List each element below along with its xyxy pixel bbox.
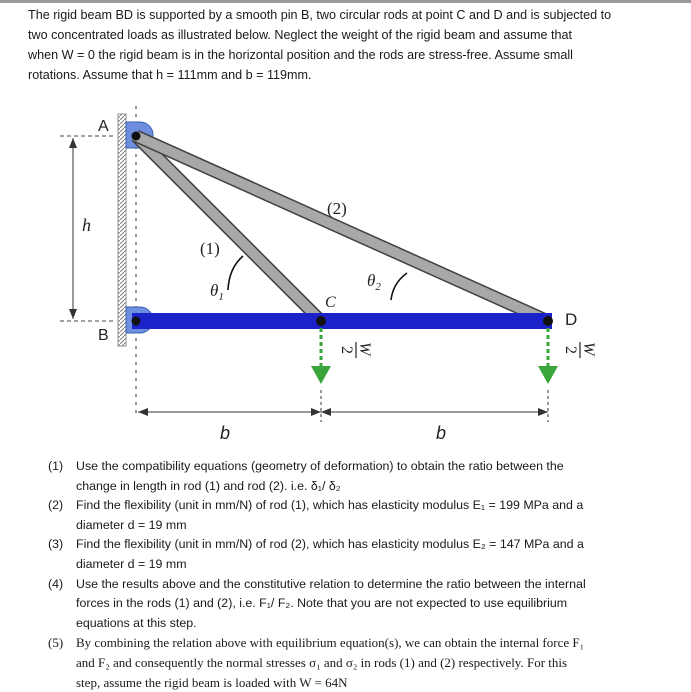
load-label-d: [562, 342, 597, 358]
pin-d: [543, 316, 553, 326]
wall: [118, 114, 126, 346]
svg-text:2: 2: [338, 346, 355, 354]
question-2: (2) Find the flexibility (unit in mm/N) of rod (1), which has elasticity modulus E₁ = 199 MPa and a diameter d = 19 mm: [48, 498, 584, 532]
question-list: [48, 457, 688, 692]
intro-line-3: when W = 0 the rigid beam is in the horizontal position and the rods are stress-free. Assume small: [28, 48, 573, 62]
question-4: (4) Use the results above and the constitutive relation to determine the ratio between the internal forces in the rods (1) and (2), i.e. F₁/ F₂. Note that you are not expected to use equilibrium equations at this step.: [48, 576, 586, 630]
intro-line-4: rotations. Assume that h = 111mm and b = 119mm.: [28, 68, 312, 82]
theta1-arc: [228, 256, 243, 290]
rod-1-label: (1): [200, 239, 220, 258]
pin-c: [316, 316, 326, 326]
span-arrow-mid-left: [311, 408, 321, 416]
height-label: h: [82, 215, 91, 235]
question-3: (3) Find the flexibility (unit in mm/N) of rod (2), which has elasticity modulus E₂ = 147 MPa and a diameter d = 19 mm: [48, 537, 584, 571]
span-label-1: b: [220, 423, 231, 443]
question-5: (5) By combining the relation above with equilibrium equation(s), we can obtain the internal force F₁ and F₂ and consequently the normal stresses σ₁ and σ₂ in rods (1) and (2) respectively. For this step, assume the rigid beam is loaded with W = 64N: [48, 635, 585, 690]
theta2-label: $\theta_2$: [367, 271, 381, 293]
intro-line-1: The rigid beam BD is supported by a smooth pin B, two circular rods at point C and D and is subjected to: [28, 8, 612, 22]
top-border: [0, 0, 691, 3]
rod-1: [136, 136, 321, 321]
label-d: D: [565, 310, 578, 329]
height-arrow-top: [69, 138, 77, 148]
span-arrow-right: [538, 408, 548, 416]
rod-2-label: (2): [327, 199, 347, 218]
rigid-beam: [132, 313, 552, 329]
pin-a: [132, 132, 141, 141]
span-arrow-left: [138, 408, 148, 416]
svg-text:W: W: [580, 342, 597, 356]
label-b: B: [98, 327, 109, 344]
pin-b: [132, 317, 141, 326]
beam-diagram: [40, 100, 660, 450]
problem-statement: [28, 5, 668, 85]
svg-text:W: W: [356, 342, 373, 356]
span-label-2: b: [436, 423, 447, 443]
load-label-c: [338, 342, 373, 358]
load-arrow-c: [311, 328, 331, 384]
intro-line-2: two concentrated loads as illustrated below. Neglect the weight of the rigid beam and assume that: [28, 28, 572, 42]
rod-2: [136, 136, 548, 321]
theta2-arc: [391, 273, 407, 300]
load-arrow-d: [538, 328, 558, 384]
question-1: (1) Use the compatibility equations (geometry of deformation) to obtain the ratio between the change in length in rod (1) and rod (2). i.e. δ₁/ δ₂: [48, 459, 564, 493]
label-a: A: [98, 118, 109, 135]
svg-text:2: 2: [562, 346, 579, 354]
span-arrow-mid-right: [321, 408, 331, 416]
height-arrow-bottom: [69, 309, 77, 319]
theta1-label: $\theta_1$: [210, 281, 224, 303]
label-c: C: [325, 294, 336, 311]
